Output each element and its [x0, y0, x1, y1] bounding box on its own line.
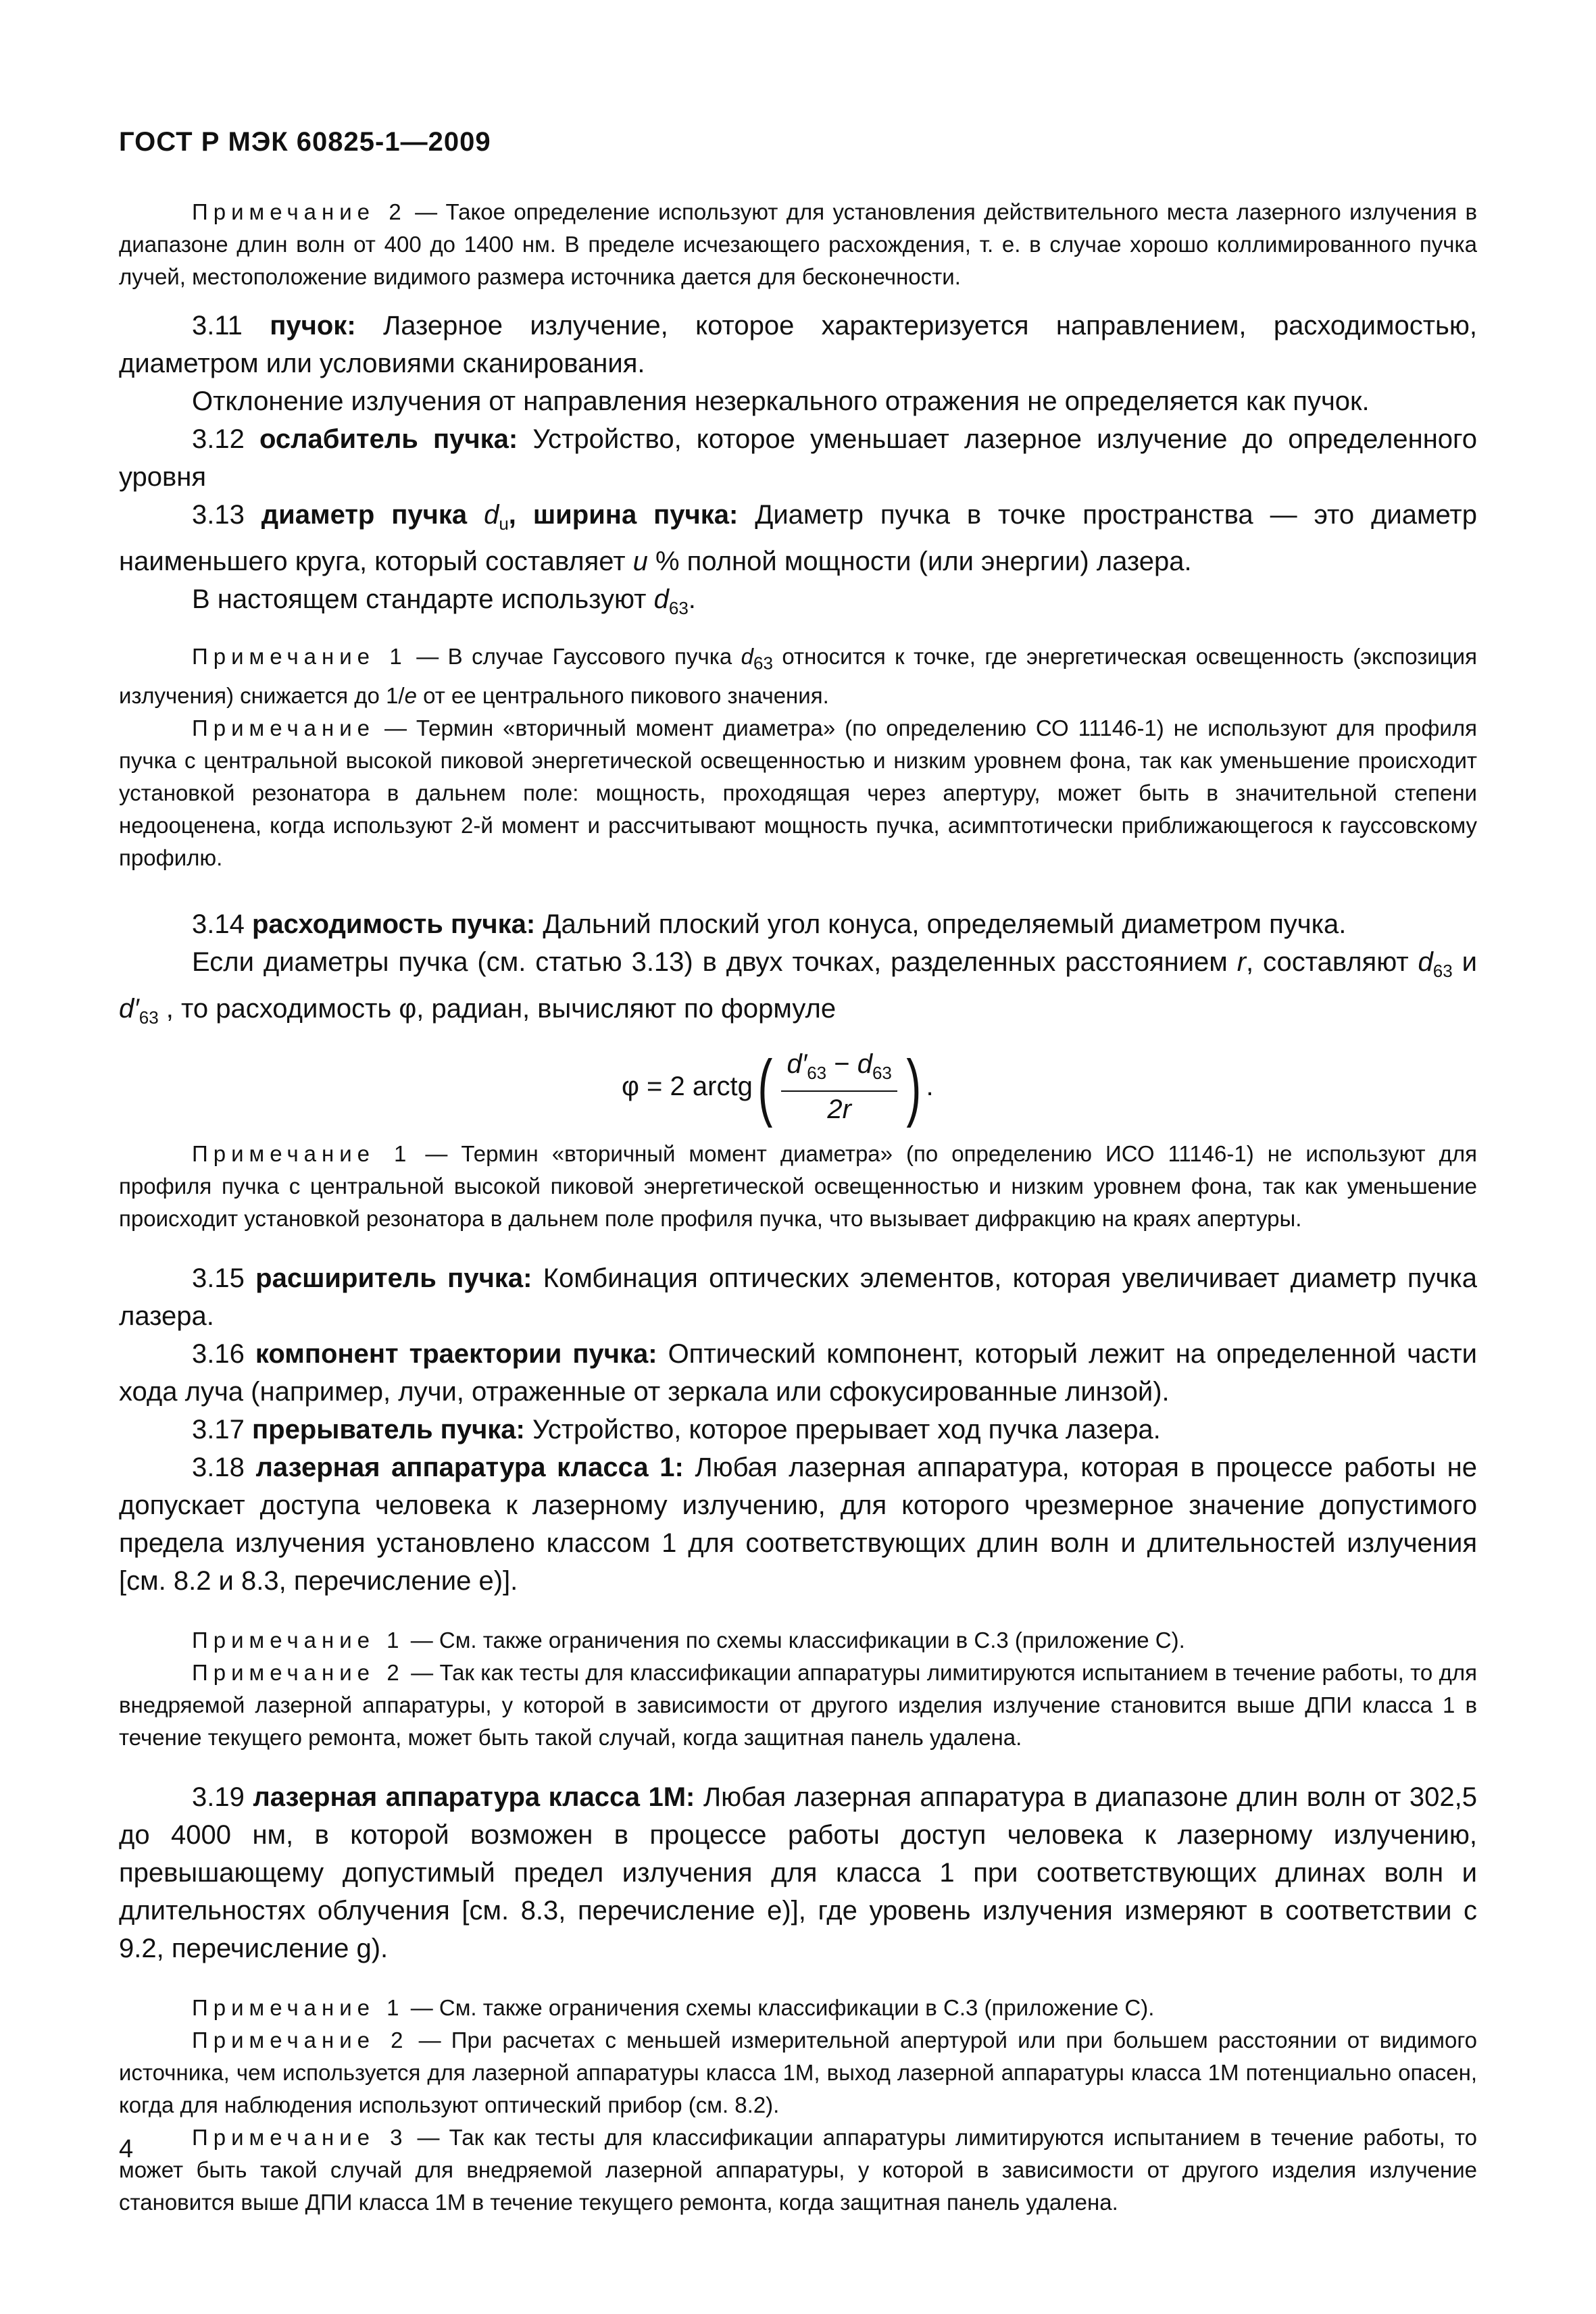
note-label: Примечание 3 [192, 2124, 408, 2150]
section-3-19: 3.19 лазерная аппаратура класса 1М: Любая лазерная аппаратура в диапазоне длин волн от 302,5 до 4000 нм, в которой возможен в процессе работы доступ человека к лазерному излучению, превышающему допустимый предел излучения для класса 1 при соответствующих длинах волн и длительностях облучения [см. 8.3, перечисление е)], где уровень излучения измеряют в соответствии с 9.2, перечисление g). [119, 1782, 1477, 1963]
formula-numerator: $d'_{63} - d_{63}$ [781, 1047, 897, 1092]
formula-fraction [781, 1047, 897, 1127]
note-label: Примечание 1 [192, 1627, 405, 1653]
section-3-11: 3.11 пучок: Лазерное излучение, которое характеризуется направлением, расходимостью, диаметром или условиями сканирования. [119, 311, 1477, 378]
document-content [119, 196, 1477, 2219]
note-label: Примечание 1 [192, 1140, 412, 1166]
formula-right-paren: ) [906, 1045, 922, 1128]
note-label: Примечание 1 [192, 644, 407, 669]
section-3-15: 3.15 расширитель пучка: Комбинация оптических элементов, которая увеличивает диаметр пучка лазера. [119, 1263, 1478, 1331]
formula-denominator: 2r [827, 1095, 851, 1125]
section-3-13-b: В настоящем стандарте используют $d_{63}$. [192, 584, 696, 618]
section-3-12: 3.12 ослабитель пучка: Устройство, которое уменьшает лазерное излучение до определенного уровня [119, 424, 1477, 492]
document-header: ГОСТ Р МЭК 60825-1—2009 [119, 127, 491, 157]
page-number: 4 [119, 2135, 134, 2163]
note-3-13-b: Примечание — Термин «вторичный момент диаметра» (по определению СО 11146-1) не используют для профиля пучка с центральной высокой пиковой энергетической освещенностью и низким уровнем фона, так как уменьшение происходит установкой резонатора в дальнем поле: мощность, проходящая через апертуру, может быть в значительной степени недооценена, когда используют 2-й момент и рассчитывают мощность пучка, асимптотически приближающегося к гауссовскому профилю. [119, 715, 1477, 870]
note-top: Примечание 2 — Такое определение используют для установления действительного места лазерного излучения в диапазоне длин волн от 400 до 1400 нм. В пределе исчезающего расхождения, т. е. в случае хорошо коллимированного пучка лучей, местоположение видимого размера источника дается для бесконечности. [119, 199, 1477, 289]
divergence-formula: φ = 2 arctg ( $\frac{d'_{63} - d_{63}}{2r}$ ) . [622, 1045, 934, 1128]
note-label: Примечание [192, 715, 376, 740]
note-3-18-b: Примечание 2 — Так как тесты для классификации аппаратуры лимитируются испытанием в течение работы, то для внедряемой лазерной аппаратуры, у которой в зависимости от другого изделия излучение становится выше ДПИ класса 1 в течение текущего ремонта, может быть такой случай, когда защитная панель удалена. [119, 1659, 1478, 1750]
section-3-17: 3.17 прерыватель пучка: Устройство, которое прерывает ход пучка лазера. [192, 1414, 1161, 1444]
formula-lhs: φ = 2 arctg [622, 1072, 753, 1102]
section-3-11-b: Отклонение излучения от направления незеркального отражения не определяется как пучок. [192, 386, 1370, 416]
note-label: Примечание 2 [192, 199, 407, 224]
section-3-13: 3.13 диаметр пучка $d_u$, ширина пучка: Диаметр пучка в точке пространства — это диаметр наименьшего круга, который составляет u % полной мощности (или энергии) лазера. [119, 500, 1477, 576]
note-3-19-b: Примечание 2 — При расчетах с меньшей измерительной апертурой или при большем расстоянии от видимого источника, чем используется для лазерной аппаратуры класса 1М, выход лазерной аппаратуры класса 1М потенциально опасен, когда для наблюдения используют оптический прибор (см. 8.2). [119, 2027, 1477, 2117]
formula-left-paren: ( [757, 1045, 773, 1128]
section-3-14: 3.14 расходимость пучка: Дальний плоский угол конуса, определяемый диаметром пучка. [192, 909, 1347, 939]
note-3-19-c: Примечание 3 — Так как тесты для классификации аппаратуры лимитируются испытанием в течение работы, то может быть такой случай для внедряемой лазерной аппаратуры, у которой в зависимости от другого изделия излучение становится выше ДПИ класса 1М в течение текущего ремонта, когда защитная панель удалена. [119, 2124, 1477, 2215]
note-label: Примечание 1 [192, 1994, 405, 2020]
note-3-19-a: Примечание 1 — См. также ограничения схемы классификации в С.3 (приложение С). [192, 1994, 1155, 2020]
section-3-14-b: Если диаметры пучка (см. статью 3.13) в двух точках, разделенных расстоянием r, составляют $d_{63}$ и $d'_{63}$ , то расходимость φ, радиан, вычисляют по формуле [119, 947, 1477, 1028]
note-3-18-a: Примечание 1 — См. также ограничения по схемы классификации в С.3 (приложение С). [192, 1627, 1185, 1653]
section-3-16: 3.16 компонент траектории пучка: Оптический компонент, который лежит на определенной части хода луча (например, лучи, отраженные от зеркала или сфокусированные линзой). [119, 1338, 1478, 1407]
note-label: Примечание 2 [192, 1659, 405, 1685]
note-3-13-a: Примечание 1 — В случае Гауссового пучка $d_{63}$ относится к точке, где энергетическая освещенность (экспозиция излучения) снижается до 1/e от ее центрального пикового значения. [119, 644, 1477, 708]
note-3-14: Примечание 1 — Термин «вторичный момент диаметра» (по определению ИСО 11146-1) не используют для профиля пучка с центральной высокой пиковой энергетической освещенностью и низким уровнем фона, так как уменьшение происходит установкой резонатора в дальнем поле профиля пучка, что вызывает дифракцию на краях апертуры. [119, 1140, 1477, 1231]
section-3-18: 3.18 лазерная аппаратура класса 1: Любая лазерная аппаратура, которая в процессе работы не допускает доступа человека к лазерному излучению, для которого чрезмерное значение допустимого предела излучения установлено классом 1 для соответствующих длин волн и длительностей излучения [см. 8.2 и 8.3, перечисление е)]. [119, 1452, 1478, 1596]
note-label: Примечание 2 [192, 2027, 409, 2053]
